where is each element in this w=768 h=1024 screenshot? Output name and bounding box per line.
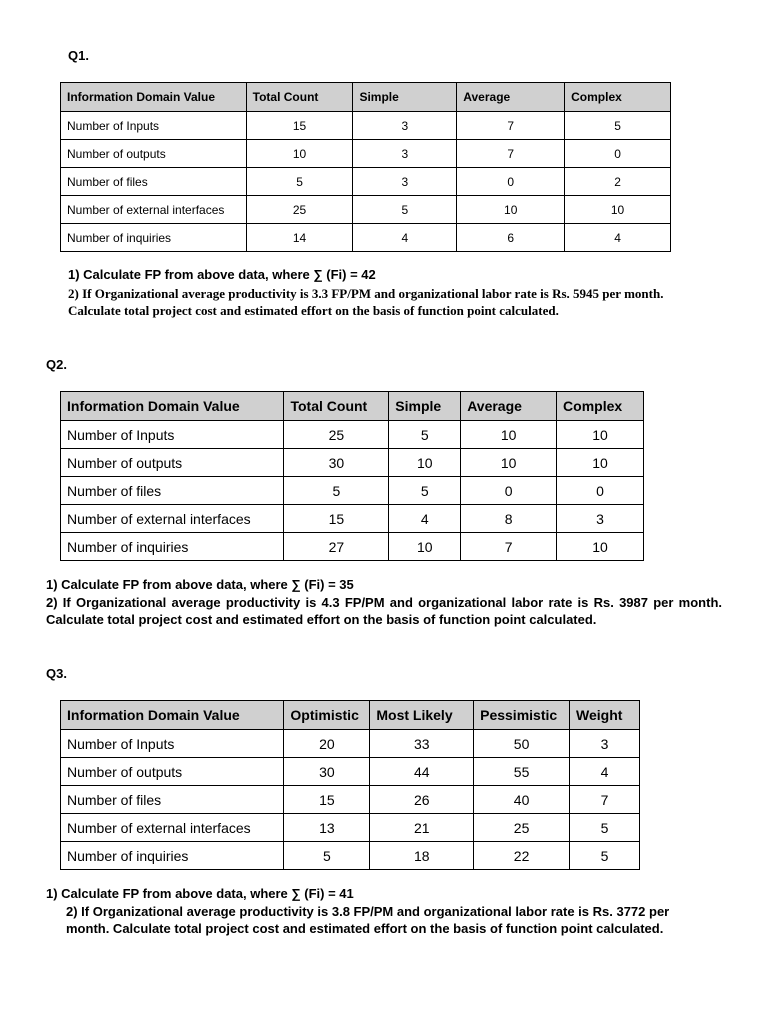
q2-question-2: 2) If Organizational average productivity is 4.3 FP/PM and organizational labor rate is Rs. 3987 per month. Calculate total project cost and estimated effort on the basis of function point calculated.: [46, 595, 722, 627]
column-header: Information Domain Value: [61, 701, 284, 730]
cell: 5: [353, 196, 457, 224]
column-header: Simple: [353, 83, 457, 112]
cell: 26: [370, 786, 474, 814]
cell: 15: [284, 505, 389, 533]
table-row: [61, 758, 640, 786]
cell: 15: [246, 112, 353, 140]
column-header: Average: [461, 392, 557, 421]
cell: 4: [389, 505, 461, 533]
cell: 30: [284, 449, 389, 477]
table-row: [61, 140, 671, 168]
q1-question-1: 1) Calculate FP from above data, where ∑ (Fi) = 42: [68, 267, 376, 282]
q2-table: [60, 391, 644, 561]
table-row: [61, 421, 644, 449]
cell: 10: [565, 196, 671, 224]
table-row: [61, 505, 644, 533]
column-header: Average: [457, 83, 565, 112]
table-row: [61, 786, 640, 814]
cell: 4: [353, 224, 457, 252]
table-header-row: [61, 392, 644, 421]
column-header: Total Count: [246, 83, 353, 112]
cell: 5: [570, 842, 640, 870]
q3-table: [60, 700, 640, 870]
cell: 5: [389, 421, 461, 449]
cell: 0: [565, 140, 671, 168]
cell: 5: [565, 112, 671, 140]
table-row: [61, 196, 671, 224]
cell: 7: [457, 112, 565, 140]
cell: 10: [557, 421, 644, 449]
cell: 25: [474, 814, 570, 842]
cell: 4: [570, 758, 640, 786]
cell: 5: [284, 842, 370, 870]
row-label: Number of files: [61, 168, 247, 196]
table-header-row: [61, 83, 671, 112]
cell: 55: [474, 758, 570, 786]
cell: 13: [284, 814, 370, 842]
row-label: Number of files: [61, 786, 284, 814]
cell: 14: [246, 224, 353, 252]
table-row: [61, 112, 671, 140]
q3-heading: Q3.: [46, 666, 67, 681]
row-label: Number of Inputs: [61, 730, 284, 758]
cell: 10: [246, 140, 353, 168]
cell: 7: [457, 140, 565, 168]
q3-question-2: 2) If Organizational average productivity is 3.8 FP/PM and organizational labor rate is Rs. 3772 per month. Calculate total project cost and estimated effort on the basis of function point calculated.: [66, 904, 670, 936]
cell: 10: [457, 196, 565, 224]
cell: 10: [389, 449, 461, 477]
row-label: Number of inquiries: [61, 842, 284, 870]
cell: 50: [474, 730, 570, 758]
cell: 8: [461, 505, 557, 533]
cell: 30: [284, 758, 370, 786]
cell: 7: [570, 786, 640, 814]
column-header: Optimistic: [284, 701, 370, 730]
cell: 0: [461, 477, 557, 505]
cell: 3: [353, 168, 457, 196]
cell: 3: [570, 730, 640, 758]
cell: 5: [284, 477, 389, 505]
column-header: Complex: [557, 392, 644, 421]
cell: 33: [370, 730, 474, 758]
q2-question-1: 1) Calculate FP from above data, where ∑ (Fi) = 35: [46, 577, 354, 592]
row-label: Number of external interfaces: [61, 196, 247, 224]
cell: 27: [284, 533, 389, 561]
column-header: Information Domain Value: [61, 392, 284, 421]
row-label: Number of inquiries: [61, 224, 247, 252]
cell: 10: [461, 421, 557, 449]
cell: 6: [457, 224, 565, 252]
cell: 5: [389, 477, 461, 505]
row-label: Number of Inputs: [61, 421, 284, 449]
column-header: Simple: [389, 392, 461, 421]
column-header: Pessimistic: [474, 701, 570, 730]
cell: 18: [370, 842, 474, 870]
row-label: Number of inquiries: [61, 533, 284, 561]
cell: 10: [557, 533, 644, 561]
table-row: [61, 168, 671, 196]
q1-question-2: 2) If Organizational average productivity is 3.3 FP/PM and organizational labor rate is Rs. 5945 per month. Calculate total project cost and estimated effort on the basis of function point calculated.: [68, 286, 664, 318]
column-header: Most Likely: [370, 701, 474, 730]
cell: 3: [557, 505, 644, 533]
table-row: [61, 842, 640, 870]
table-row: [61, 533, 644, 561]
cell: 3: [353, 140, 457, 168]
q3-question-1: 1) Calculate FP from above data, where ∑ (Fi) = 41: [46, 886, 354, 901]
table-header-row: [61, 701, 640, 730]
cell: 2: [565, 168, 671, 196]
cell: 44: [370, 758, 474, 786]
cell: 10: [557, 449, 644, 477]
cell: 7: [461, 533, 557, 561]
q1-table: [60, 82, 671, 252]
table-row: [61, 449, 644, 477]
cell: 5: [570, 814, 640, 842]
row-label: Number of Inputs: [61, 112, 247, 140]
cell: 0: [457, 168, 565, 196]
row-label: Number of outputs: [61, 758, 284, 786]
cell: 0: [557, 477, 644, 505]
column-header: Complex: [565, 83, 671, 112]
cell: 22: [474, 842, 570, 870]
cell: 25: [284, 421, 389, 449]
table-row: [61, 730, 640, 758]
row-label: Number of external interfaces: [61, 814, 284, 842]
cell: 25: [246, 196, 353, 224]
q1-heading: Q1.: [68, 48, 89, 63]
cell: 10: [389, 533, 461, 561]
cell: 5: [246, 168, 353, 196]
cell: 40: [474, 786, 570, 814]
table-row: [61, 814, 640, 842]
q2-heading: Q2.: [46, 357, 67, 372]
column-header: Total Count: [284, 392, 389, 421]
column-header: Weight: [570, 701, 640, 730]
row-label: Number of external interfaces: [61, 505, 284, 533]
column-header: Information Domain Value: [61, 83, 247, 112]
row-label: Number of outputs: [61, 140, 247, 168]
table-row: [61, 224, 671, 252]
cell: 20: [284, 730, 370, 758]
cell: 3: [353, 112, 457, 140]
cell: 21: [370, 814, 474, 842]
cell: 15: [284, 786, 370, 814]
cell: 10: [461, 449, 557, 477]
row-label: Number of outputs: [61, 449, 284, 477]
row-label: Number of files: [61, 477, 284, 505]
cell: 4: [565, 224, 671, 252]
table-row: [61, 477, 644, 505]
